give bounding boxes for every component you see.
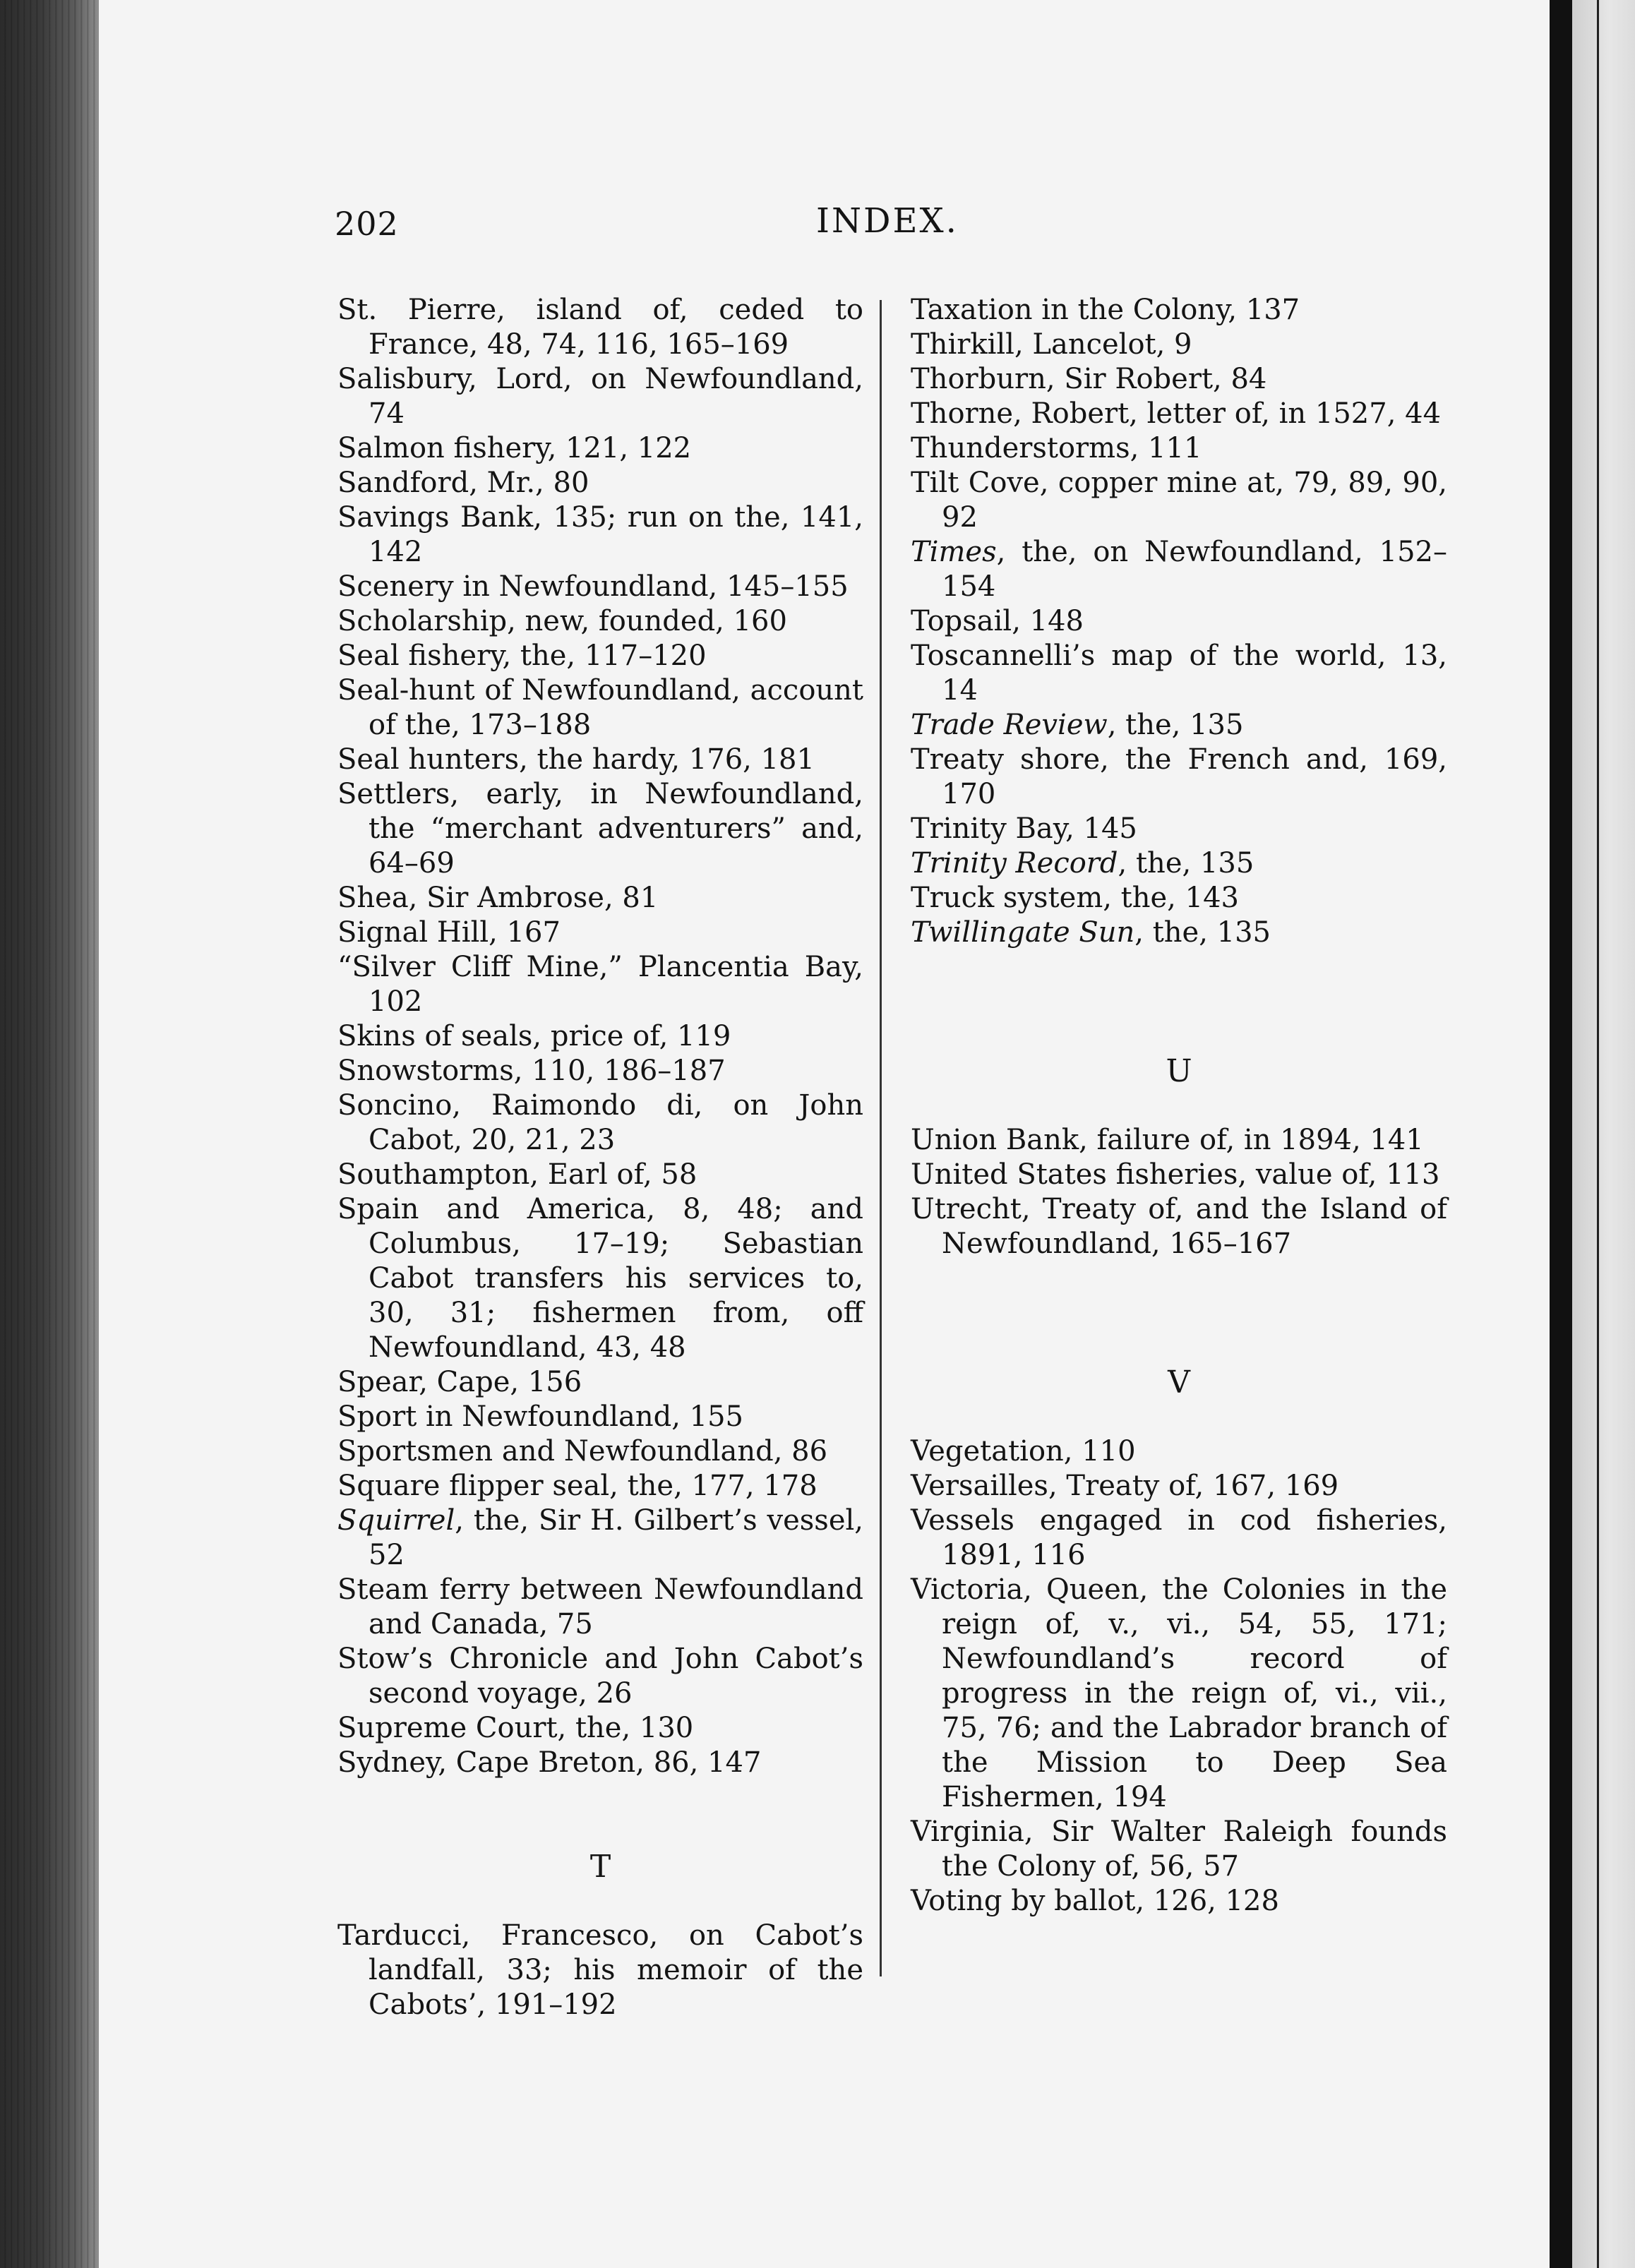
index-entry: Vessels engaged in cod fisheries, 1891, 116 bbox=[911, 1504, 1447, 1571]
index-entry: Tarducci, Francesco, on Cabot’s landfall, 33; his memoir of the Cabots’, 191–192 bbox=[337, 1919, 863, 2021]
index-entry: Scholarship, new, founded, 160 bbox=[337, 605, 787, 637]
index-entry: Skins of seals, price of, 119 bbox=[337, 1020, 731, 1052]
index-entry: Trinity Bay, 145 bbox=[911, 812, 1137, 845]
index-entry-twillingate-sun bbox=[911, 916, 1447, 950]
entry-rest: , the, 135 bbox=[1134, 916, 1271, 949]
index-entry: Utrecht, Treaty of, and the Island of Newfoundland, 165–167 bbox=[911, 1193, 1447, 1260]
facing-page-rule bbox=[1597, 0, 1599, 2268]
entry-rest: , the, 135 bbox=[1107, 709, 1244, 741]
entry-rest: , the, 135 bbox=[1118, 847, 1254, 880]
index-entry: Signal Hill, 167 bbox=[337, 916, 561, 949]
index-entry: Sydney, Cape Breton, 86, 147 bbox=[337, 1746, 762, 1779]
index-entry: Seal hunters, the hardy, 176, 181 bbox=[337, 743, 815, 776]
index-entry: Thunderstorms, 111 bbox=[911, 432, 1202, 464]
index-entry: Settlers, early, in Newfoundland, the “merchant adventurers” and, 64–69 bbox=[337, 778, 863, 880]
index-entry: Spain and America, 8, 48; and Columbus, 17–19; Sebastian Cabot transfers his services to, 30, 31; fishermen from, off Newfoundland, 43, 48 bbox=[337, 1193, 863, 1364]
index-entry: Truck system, the, 143 bbox=[911, 882, 1239, 914]
index-entry: St. Pierre, island of, ceded to France, 48, 74, 116, 165–169 bbox=[337, 294, 863, 361]
index-entry-trade-review bbox=[911, 708, 1447, 743]
entry-rest: , the, Sir H. Gilbert’s vessel, 52 bbox=[369, 1504, 863, 1571]
index-entry: Victoria, Queen, the Colonies in the reign of, v., vi., 54, 55, 171; Newfoundland’s record of progress in the reign of, vi., vii., 75, 76; and the Labrador branch of the Mission to Deep Sea Fishermen, 194 bbox=[911, 1573, 1447, 1813]
index-entry-trinity-record bbox=[911, 846, 1447, 881]
index-entry: Seal-hunt of Newfoundland, account of the, 173–188 bbox=[337, 674, 863, 741]
index-entry-times bbox=[911, 535, 1447, 604]
index-entry: Salisbury, Lord, on Newfoundland, 74 bbox=[337, 363, 863, 430]
index-entry: Tilt Cove, copper mine at, 79, 89, 90, 92 bbox=[911, 467, 1447, 534]
column-divider bbox=[880, 300, 882, 1976]
index-entry: Thorburn, Sir Robert, 84 bbox=[911, 363, 1267, 395]
italic-title: Times bbox=[911, 536, 997, 568]
index-entry: Steam ferry between Newfoundland and Canada, 75 bbox=[337, 1573, 863, 1640]
index-entry: Toscannelli’s map of the world, 13, 14 bbox=[911, 640, 1447, 707]
index-entry-squirrel bbox=[337, 1504, 863, 1573]
index-entry: Southampton, Earl of, 58 bbox=[337, 1158, 697, 1191]
index-entry: Vegetation, 110 bbox=[911, 1435, 1136, 1468]
index-entry: “Silver Cliff Mine,” Plancentia Bay, 102 bbox=[337, 951, 863, 1018]
index-entry: Supreme Court, the, 130 bbox=[337, 1712, 694, 1744]
index-entry: Square flipper seal, the, 177, 178 bbox=[337, 1470, 818, 1502]
index-entry: Topsail, 148 bbox=[911, 605, 1084, 637]
index-entry: Seal fishery, the, 117–120 bbox=[337, 640, 707, 672]
section-letter-t: T bbox=[589, 1849, 611, 1885]
italic-title: Trinity Record bbox=[911, 847, 1118, 880]
index-entry: Savings Bank, 135; run on the, 141, 142 bbox=[337, 501, 863, 568]
index-entry: Thorne, Robert, letter of, in 1527, 44 bbox=[911, 397, 1442, 430]
index-entry: Stow’s Chronicle and John Cabot’s second voyage, 26 bbox=[337, 1643, 863, 1710]
index-entry: Virginia, Sir Walter Raleigh founds the Colony of, 56, 57 bbox=[911, 1816, 1447, 1883]
section-letter-v: V bbox=[1168, 1364, 1190, 1400]
index-column-right bbox=[911, 293, 1447, 1919]
index-entry: Versailles, Treaty of, 167, 169 bbox=[911, 1470, 1339, 1502]
running-head: INDEX. bbox=[816, 201, 959, 241]
index-entry: Snowstorms, 110, 186–187 bbox=[337, 1055, 726, 1087]
index-entry: United States fisheries, value of, 113 bbox=[911, 1158, 1440, 1191]
index-entry: Sportsmen and Newfoundland, 86 bbox=[337, 1435, 828, 1468]
book-gutter bbox=[1550, 0, 1572, 2268]
page-number: 202 bbox=[335, 205, 399, 243]
italic-title: Twillingate Sun bbox=[911, 916, 1135, 949]
index-entry: Soncino, Raimondo di, on John Cabot, 20, 21, 23 bbox=[337, 1089, 863, 1156]
index-entry: Spear, Cape, 156 bbox=[337, 1366, 582, 1398]
index-entry: Voting by ballot, 126, 128 bbox=[911, 1885, 1279, 1917]
index-entry: Thirkill, Lancelot, 9 bbox=[911, 328, 1192, 361]
index-entry: Treaty shore, the French and, 169, 170 bbox=[911, 743, 1447, 810]
index-entry: Sandford, Mr., 80 bbox=[337, 467, 589, 499]
index-entry: Sport in Newfoundland, 155 bbox=[337, 1400, 743, 1433]
index-entry: Taxation in the Colony, 137 bbox=[911, 294, 1300, 326]
index-entry: Salmon fishery, 121, 122 bbox=[337, 432, 692, 464]
italic-title: Squirrel bbox=[337, 1504, 455, 1537]
index-entry: Shea, Sir Ambrose, 81 bbox=[337, 882, 659, 914]
entry-rest: , the, on Newfoundland, 152–154 bbox=[942, 536, 1447, 603]
facing-page-edge bbox=[1572, 0, 1635, 2268]
index-entry: Union Bank, failure of, in 1894, 141 bbox=[911, 1124, 1424, 1156]
italic-title: Trade Review bbox=[911, 709, 1108, 741]
index-entry: Scenery in Newfoundland, 145–155 bbox=[337, 570, 849, 603]
index-column-left bbox=[337, 293, 863, 2022]
book-edge-texture bbox=[0, 0, 99, 2268]
section-letter-u: U bbox=[1166, 1053, 1192, 1089]
